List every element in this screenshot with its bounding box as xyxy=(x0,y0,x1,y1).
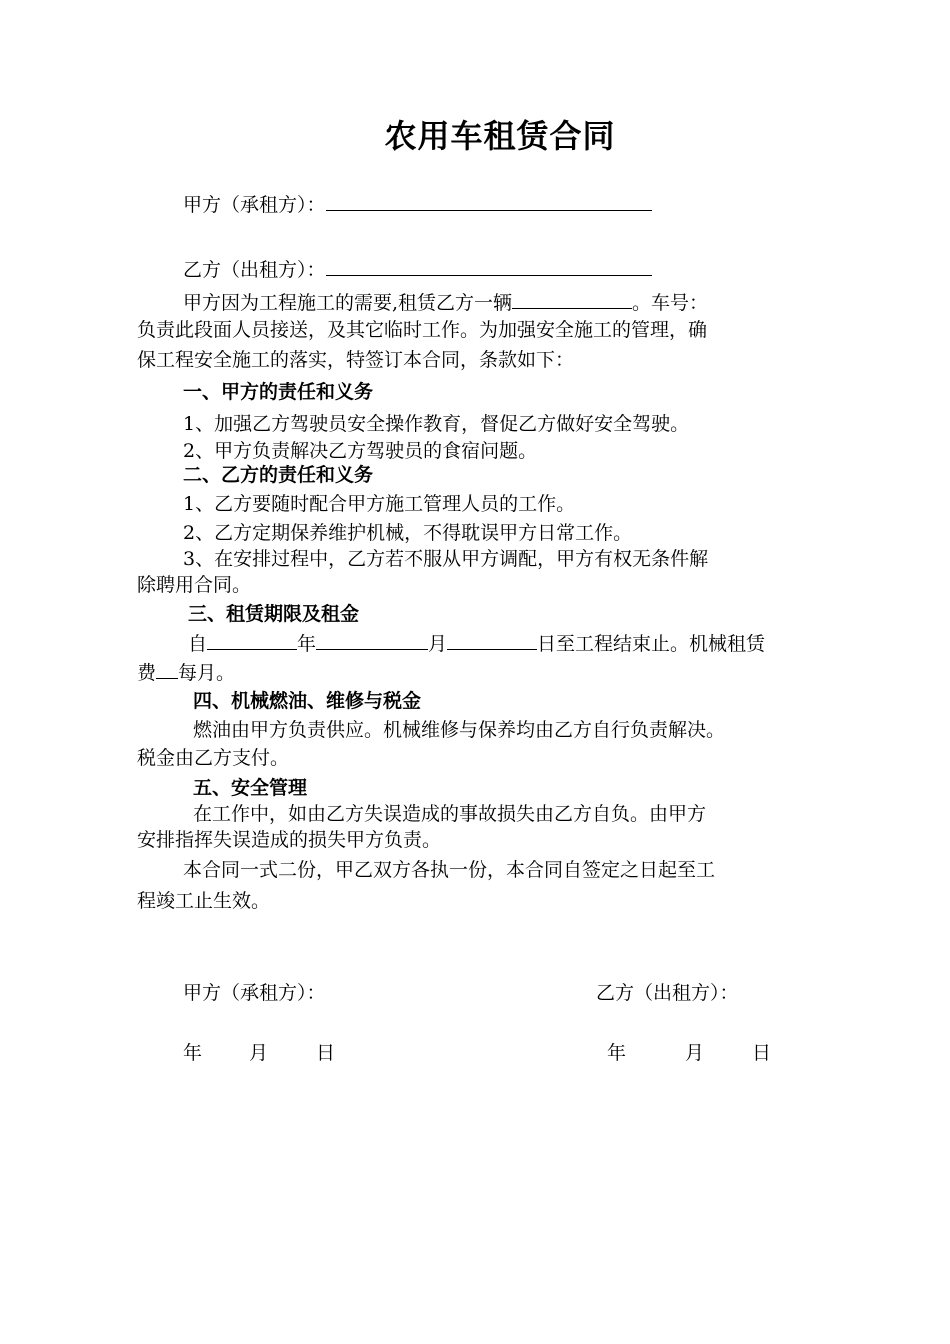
lease-month-text: 月 xyxy=(428,633,448,655)
section-5-heading: 五、安全管理 xyxy=(193,777,308,799)
signature-b-year: 年 xyxy=(607,1042,627,1064)
rental-fee-line xyxy=(137,660,235,685)
start-day-blank xyxy=(447,631,537,650)
signature-b-day: 日 xyxy=(752,1042,772,1064)
section-2-item-3-cont: 除聘用合同。 xyxy=(137,574,252,596)
party-b-blank xyxy=(326,257,652,276)
lease-period-line xyxy=(188,631,765,656)
fee-text-b: 每月。 xyxy=(178,662,236,684)
signature-party-a: 甲方（承租方）： xyxy=(183,982,326,1004)
closing-line-1: 本合同一式二份，甲乙双方各执一份，本合同自签定之日起至工 xyxy=(183,859,716,881)
lease-year-text: 年 xyxy=(297,633,317,655)
signature-a-month: 月 xyxy=(249,1042,269,1064)
section-1-item-2: 2、甲方负责解决乙方驾驶员的食宿问题。 xyxy=(183,440,538,462)
section-4-heading: 四、机械燃油、维修与税金 xyxy=(193,690,422,712)
closing-line-2: 程竣工止生效。 xyxy=(137,890,271,912)
fee-text-a: 费 xyxy=(137,662,157,684)
party-b-line xyxy=(183,257,652,282)
fee-amount-blank xyxy=(156,660,178,679)
party-b-label: 乙方（出租方）： xyxy=(183,259,326,281)
party-a-line xyxy=(183,192,652,217)
intro-line-3: 保工程安全施工的落实，特签订本合同，条款如下： xyxy=(137,349,575,371)
start-month-blank xyxy=(316,631,428,650)
signature-a-year: 年 xyxy=(183,1042,203,1064)
intro-text-1b: 。车号： xyxy=(632,292,709,314)
section-2-item-2: 2、乙方定期保养维护机械，不得耽误甲方日常工作。 xyxy=(183,522,633,544)
signature-party-b: 乙方（出租方）： xyxy=(596,982,739,1004)
party-a-blank xyxy=(326,192,652,211)
section-5-line-2: 安排指挥失误造成的损失甲方负责。 xyxy=(137,829,442,851)
lease-tail-text: 日至工程结束止。机械租赁 xyxy=(537,633,766,655)
intro-line-1 xyxy=(183,290,708,315)
signature-a-day: 日 xyxy=(316,1042,336,1064)
vehicle-type-blank xyxy=(512,290,632,309)
section-4-line-2: 税金由乙方支付。 xyxy=(137,747,290,769)
section-2-heading: 二、乙方的责任和义务 xyxy=(183,464,374,486)
section-5-line-1: 在工作中，如由乙方失误造成的事故损失由乙方自负。由甲方 xyxy=(193,803,707,825)
section-2-item-1: 1、乙方要随时配合甲方施工管理人员的工作。 xyxy=(183,493,576,515)
section-4-line-1: 燃油由甲方负责供应。机械维修与保养均由乙方自行负责解决。 xyxy=(193,719,726,741)
start-year-blank xyxy=(207,631,297,650)
document-title: 农用车租赁合同 xyxy=(384,117,616,155)
section-1-item-1: 1、加强乙方驾驶员安全操作教育，督促乙方做好安全驾驶。 xyxy=(183,413,690,435)
section-2-item-3: 3、在安排过程中，乙方若不服从甲方调配，甲方有权无条件解 xyxy=(183,548,709,570)
intro-text-1a: 甲方因为工程施工的需要,租赁乙方一辆 xyxy=(183,292,513,314)
section-3-heading: 三、租赁期限及租金 xyxy=(188,603,360,625)
party-a-label: 甲方（承租方）： xyxy=(183,194,326,216)
signature-b-month: 月 xyxy=(685,1042,705,1064)
section-1-heading: 一、甲方的责任和义务 xyxy=(183,381,374,403)
lease-from-text: 自 xyxy=(188,633,208,655)
intro-line-2: 负责此段面人员接送，及其它临时工作。为加强安全施工的管理，确 xyxy=(137,319,708,341)
